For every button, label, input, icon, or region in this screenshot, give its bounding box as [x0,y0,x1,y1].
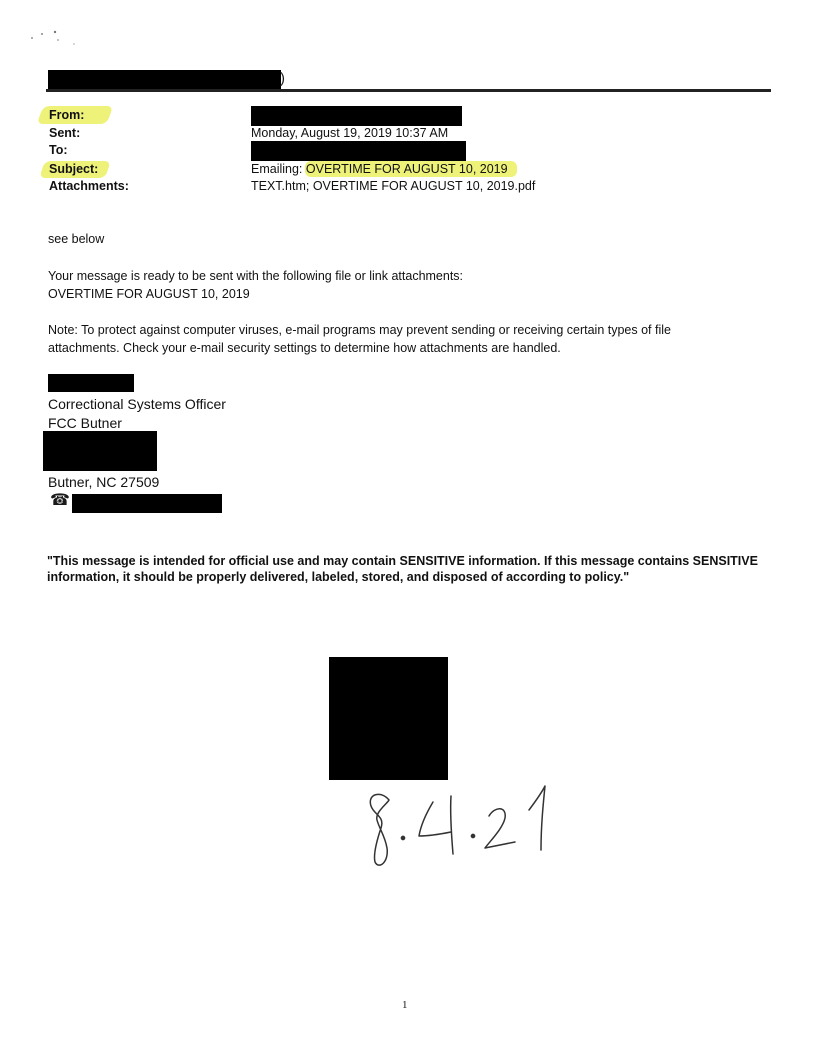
sensitive-info-notice: "This message is intended for official use and may contain SENSITIVE information. If this message contains SENSITIVE information, it should be properly delivered, labeled, stored, and disposed of according to policy." [47,554,758,584]
subject-label: Subject: [49,162,99,176]
subject-value [251,162,508,176]
redacted-signature-name [48,374,134,392]
body-line-see-below: see below [48,232,105,246]
to-label: To: [49,143,68,157]
sent-label: Sent: [49,126,81,140]
attachments-label: Attachments: [49,179,129,193]
redacted-sender-name [48,70,281,89]
header-divider [46,89,771,92]
body-line-ready: Your message is ready to be sent with the following file or link attachments: [48,269,464,283]
telephone-icon: ☎ [50,492,70,509]
redacted-signature-address [43,431,157,471]
body-note: Note: To protect against computer viruses, e-mail programs may prevent sending or receiving certain types of file attachments. Check your e-mail security settings to determine how attachments are handled. [48,323,671,355]
subject-highlighted-text: OVERTIME FOR AUGUST 10, 2019 [305,162,508,176]
signature-title: Correctional Systems Officer [48,396,226,412]
sender-name-trailing-char: ) [280,70,285,87]
sent-value: Monday, August 19, 2019 10:37 AM [251,126,449,140]
redacted-stamp [329,657,448,780]
page-number: 1 [402,999,408,1011]
scan-specks [28,28,88,58]
redacted-to-value [251,141,466,161]
signature-org: FCC Butner [48,415,122,431]
handwritten-date [355,782,560,872]
redacted-phone-number [72,494,222,513]
subject-prefix: Emailing: [251,162,306,176]
signature-city: Butner, NC 27509 [48,474,160,490]
body-line-attachment-name: OVERTIME FOR AUGUST 10, 2019 [48,287,250,301]
redacted-from-value [251,106,462,126]
attachments-value: TEXT.htm; OVERTIME FOR AUGUST 10, 2019.pdf [251,179,536,193]
from-label: From: [49,108,85,122]
